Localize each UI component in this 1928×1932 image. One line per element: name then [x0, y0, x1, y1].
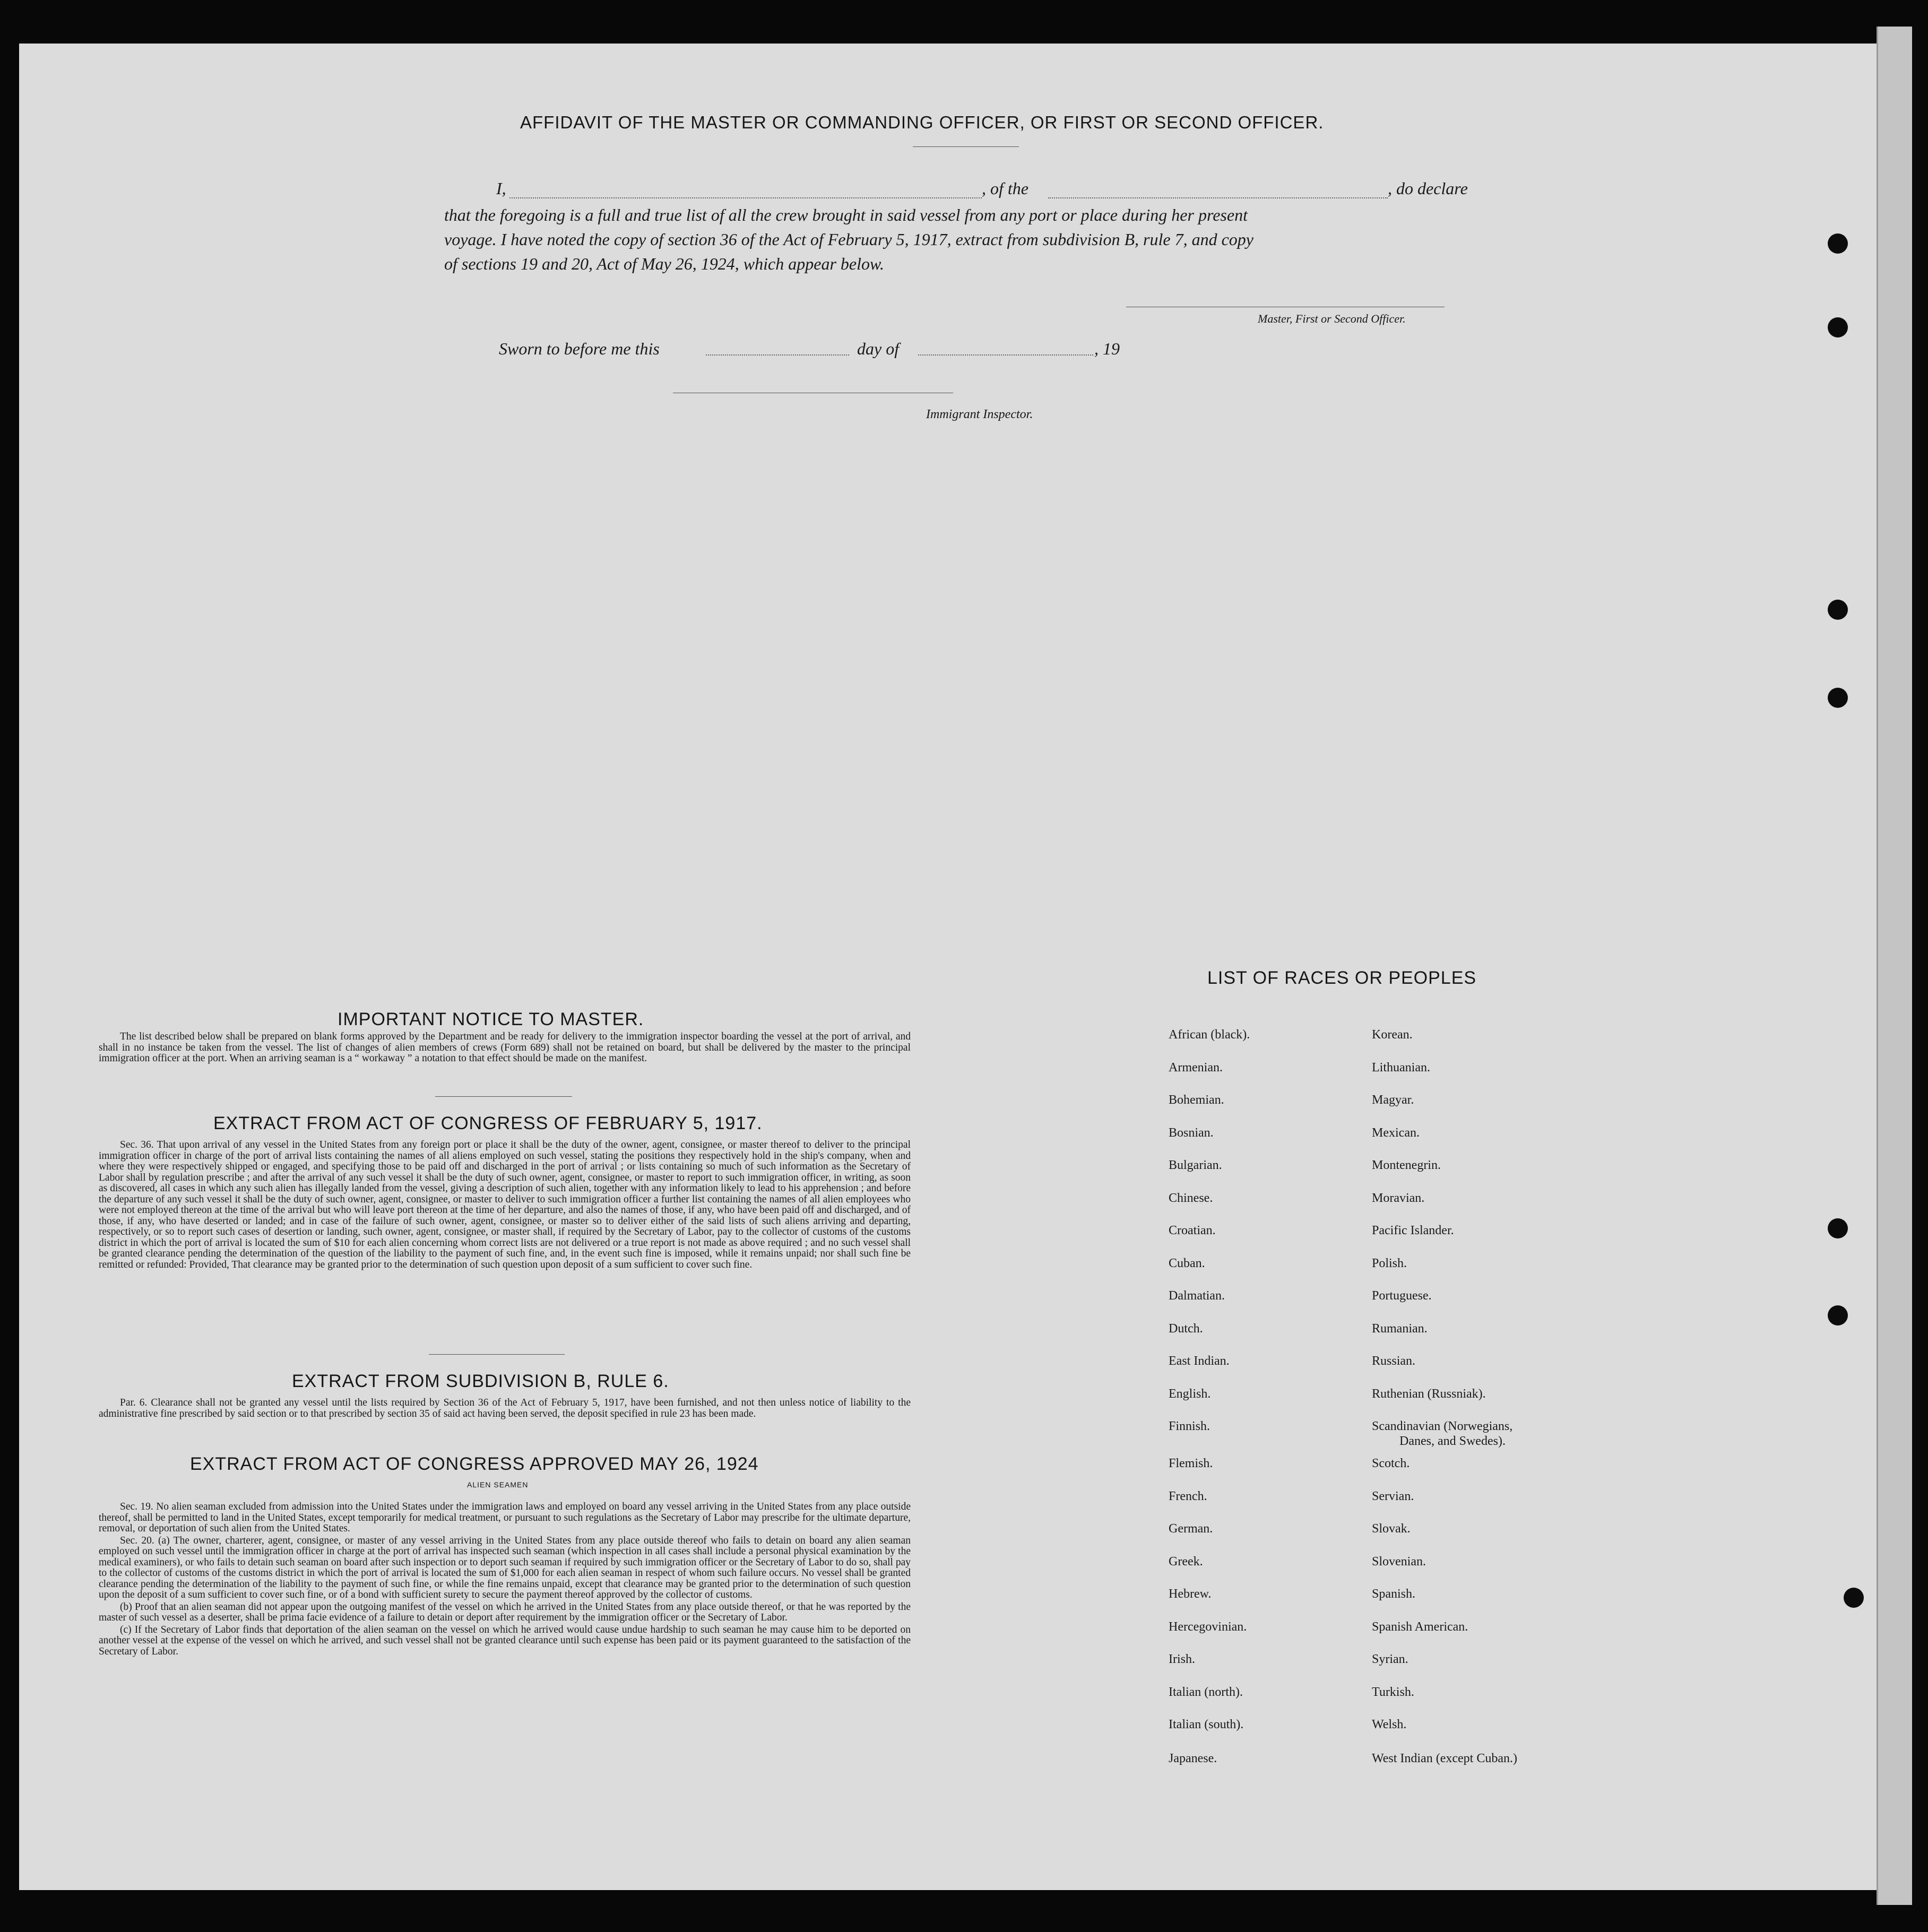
race-item: Rumanian.	[1372, 1321, 1428, 1336]
affidavit-line-3: voyage. I have noted the copy of section 36 of the Act of February 5, 1917, extract from subdivision B, rule 7, and copy	[444, 230, 1253, 249]
race-item: Ruthenian (Russniak).	[1372, 1387, 1486, 1401]
race-item: Slovak.	[1372, 1522, 1411, 1536]
races-title: LIST OF RACES OR PEOPLES	[1207, 968, 1477, 988]
race-item: French.	[1169, 1489, 1207, 1503]
page-edge	[1877, 27, 1912, 1905]
race-item: Bulgarian.	[1169, 1158, 1222, 1172]
race-item: Spanish.	[1372, 1587, 1416, 1601]
affidavit-title: AFFIDAVIT OF THE MASTER OR COMMANDING OFFICER, OR FIRST OR SECOND OFFICER.	[520, 112, 1324, 132]
day-of-label: day of	[857, 339, 900, 358]
inspector-label: Immigrant Inspector.	[926, 408, 1033, 421]
race-item: Russian.	[1372, 1354, 1416, 1368]
affidavit-of-the-label: , of the	[982, 179, 1028, 198]
affidavit-i-label: I,	[496, 179, 506, 198]
race-item: Scandinavian (Norwegians,	[1372, 1419, 1513, 1433]
section-divider	[435, 1096, 572, 1097]
sworn-label: Sworn to before me this	[499, 339, 660, 358]
section-36-paragraph: Sec. 36. That upon arrival of any vessel in the United States from any foreign port or place it shall be the duty of the owner, agent, consignee, or master thereof to deliver to the principal immigration officer in charge of the port of arrival lists containing the names of all aliens employed on such vessel, stating the positions they respectively hold in the ship's company, when and where they were respectively shipped or engaged, and specifying those to be paid off and discharged in the port of arrival ; or lists containing so much of such information as the Secretary of Labor shall by regulation prescribe ; and after the arrival of any such vessel it shall be the duty of such owner, agent, consignee, or master to report to such immigration officer, in writing, as soon as discovered, all cases in which any such alien has illegally landed from the vessel, giving a description of such alien, together with any information likely to lead to his apprehension ; and before the departure of any such vessel it shall be the duty of such owner, agent, consignee, or master to deliver to such immigration officer a further list containing the names of all alien employees who were not employed thereon at the time of the arrival but who will leave port thereon at the time of her departure, and also the names of those, if any, who have been paid off and discharged, and of those, if any, who have deserted or landed; and in case of the failure of such owner, agent, consignee, or master so to deliver either of the said lists of such aliens arriving and departing, respectively, or so to report such cases of desertion or landing, such owner, agent, consignee, or master shall, if required by the Secretary of Labor, pay to the collector of customs of the customs district in which the port of arrival is located the sum of $10 for each alien concerning whom correct lists are not delivered or a true report is not made as above required ; and no such vessel shall be granted clearance pending the determination of the question of the liability to the payment of such fine, and, in the event such fine is imposed, while it remains unpaid; nor shall such fine be remitted or refunded: Provided, That clearance may be granted prior to the determination of such question upon deposit of a sum sufficient to cover such fine.	[99, 1139, 911, 1270]
extract-1924-title: EXTRACT FROM ACT OF CONGRESS APPROVED MAY 26, 1924	[190, 1454, 759, 1474]
race-item: German.	[1169, 1522, 1213, 1536]
race-item: West Indian (except Cuban.)	[1372, 1752, 1517, 1765]
race-item: Chinese.	[1169, 1191, 1213, 1205]
race-item: Portuguese.	[1372, 1289, 1432, 1303]
race-item: Scotch.	[1372, 1457, 1410, 1470]
rule-6-paragraph: Par. 6. Clearance shall not be granted any vessel until the lists required by Section 36 of the Act of February 5, 1917, have been furnished, and not then unless notice of liability to the administrative fine prescribed by said section or to that prescribed by section 35 of said act having been served, the deposit specified in rule 23 has been made.	[99, 1397, 911, 1419]
notice-title: IMPORTANT NOTICE TO MASTER.	[338, 1009, 644, 1029]
binder-hole	[1828, 688, 1848, 708]
section-20c-paragraph: (c) If the Secretary of Labor finds that deportation of the alien seaman on the vessel on which he arrived would cause undue hardship to such seaman he may cause him to be deported on another vessel at the expense of the vessel on which he arrived, and such vessel shall not be granted clearance until such expense has been paid or its payment guaranteed to the satisfaction of the Secretary of Labor.	[99, 1624, 911, 1657]
race-item: Hebrew.	[1169, 1587, 1212, 1601]
race-item: Italian (north).	[1169, 1685, 1243, 1699]
race-item: Flemish.	[1169, 1457, 1213, 1470]
title-divider	[913, 146, 1019, 147]
race-item: Greek.	[1169, 1554, 1203, 1569]
vessel-name-blank[interactable]	[1048, 197, 1388, 198]
binder-hole	[1828, 1305, 1848, 1325]
sworn-month-blank[interactable]	[918, 354, 1093, 356]
binder-hole	[1828, 317, 1848, 337]
race-item: Moravian.	[1372, 1191, 1425, 1205]
race-item: Bohemian.	[1169, 1093, 1224, 1107]
race-item: Hercegovinian.	[1169, 1619, 1247, 1634]
race-item: Korean.	[1372, 1028, 1413, 1042]
race-item: Cuban.	[1169, 1256, 1205, 1270]
race-item: Croatian.	[1169, 1224, 1216, 1237]
race-item: Dutch.	[1169, 1321, 1203, 1336]
affidavit-line-2: that the foregoing is a full and true list of all the crew brought in said vessel from any port or place during her present	[444, 205, 1248, 224]
race-item: Magyar.	[1372, 1093, 1414, 1107]
race-item: Syrian.	[1372, 1652, 1408, 1666]
race-item: Armenian.	[1169, 1060, 1223, 1075]
binder-hole	[1844, 1588, 1864, 1608]
master-signature-label: Master, First or Second Officer.	[1258, 312, 1406, 325]
race-item: African (black).	[1169, 1028, 1250, 1042]
race-item-continuation: Danes, and Swedes).	[1399, 1434, 1506, 1448]
race-item: Mexican.	[1372, 1125, 1420, 1140]
extract-1924-text	[99, 1502, 911, 1658]
section-20b-paragraph: (b) Proof that an alien seaman did not appear upon the outgoing manifest of the vessel on which he arrived in the United States from any place outside thereof, or that he was reported by the master of such vessel as a deserter, shall be prima facie evidence of a failure to detain or deport after requirement by the immigration officer or the Secretary of Labor.	[99, 1601, 911, 1623]
binder-hole	[1828, 1218, 1848, 1238]
race-item: East Indian.	[1169, 1354, 1230, 1368]
rule-6-text	[99, 1398, 911, 1420]
race-item: Polish.	[1372, 1256, 1407, 1270]
race-item: Slovenian.	[1372, 1554, 1426, 1569]
section-divider	[429, 1354, 565, 1355]
race-item: Irish.	[1169, 1652, 1195, 1666]
notice-text	[99, 1032, 911, 1065]
race-item: Finnish.	[1169, 1419, 1211, 1433]
race-item: Servian.	[1372, 1489, 1414, 1503]
extract-1917-text	[99, 1140, 911, 1271]
race-item: Spanish American.	[1372, 1619, 1468, 1634]
race-item: Pacific Islander.	[1372, 1224, 1454, 1237]
extract-1917-title: EXTRACT FROM ACT OF CONGRESS OF FEBRUARY 5, 1917.	[213, 1113, 763, 1133]
affidavit-line-4: of sections 19 and 20, Act of May 26, 1924, which appear below.	[444, 254, 884, 273]
sworn-day-blank[interactable]	[706, 354, 849, 356]
affidavit-do-declare-label: , do declare	[1388, 179, 1468, 198]
alien-seamen-subtitle: ALIEN SEAMEN	[467, 1480, 529, 1489]
race-item: Dalmatian.	[1169, 1289, 1225, 1303]
race-item: English.	[1169, 1387, 1211, 1401]
name-blank[interactable]	[509, 197, 982, 198]
race-item: Welsh.	[1372, 1718, 1407, 1731]
race-item: Turkish.	[1372, 1685, 1414, 1699]
race-item: Lithuanian.	[1372, 1060, 1430, 1075]
section-19-paragraph: Sec. 19. No alien seaman excluded from admission into the United States under the immigration laws and employed on board any vessel arriving in the United States from any place outside thereof, shall be permitted to land in the United States, except temporarily for medical treatment, or pursuant to such regulations as the Secretary of Labor may prescribe for the ultimate departure, removal, or deportation of such alien from the United States.	[99, 1501, 911, 1534]
binder-hole	[1828, 233, 1848, 254]
rule-6-title: EXTRACT FROM SUBDIVISION B, RULE 6.	[292, 1371, 669, 1391]
race-item: Japanese.	[1169, 1752, 1217, 1765]
notice-paragraph: The list described below shall be prepared on blank forms approved by the Department and be ready for delivery to the immigration inspector boarding the vessel at the port of arrival, and shall in no instance be taken from the vessel. The list of changes of alien members of crews (Form 689) shall not be retained on board, but shall be delivered by the master to the principal immigration officer at the port. When an arriving seaman is a “ workaway ” a notation to that effect should be made on the manifest.	[99, 1031, 911, 1064]
race-item: Italian (south).	[1169, 1718, 1244, 1731]
year-label: , 19	[1094, 339, 1120, 358]
section-20a-paragraph: Sec. 20. (a) The owner, charterer, agent, consignee, or master of any vessel arriving in the United States from any place outside thereof who fails to detain on board any alien seaman employed on such vessel until the immigration officer in charge at the port of arrival has inspected such seaman (which inspection in all cases shall include a personal physical examination by the medical examiners), or who fails to detain such seaman on board after such inspection or to deport such seaman if required by such immigration officer or the Secretary of Labor to do so, shall pay to the collector of customs of the customs district in which the port of arrival is located the sum of $1,000 for each alien seaman in respect of whom such failure occurs. No vessel shall be granted clearance pending the determination of the liability to the payment of such fine, or while the fine remains unpaid, except that clearance may be granted prior to the determination of such question upon the deposit of a sum sufficient to cover such fine, or of a bond with sufficient surety to secure the payment thereof approved by the collector of customs.	[99, 1535, 911, 1600]
race-item: Montenegrin.	[1372, 1158, 1441, 1172]
binder-hole	[1828, 600, 1848, 620]
race-item: Bosnian.	[1169, 1125, 1214, 1140]
